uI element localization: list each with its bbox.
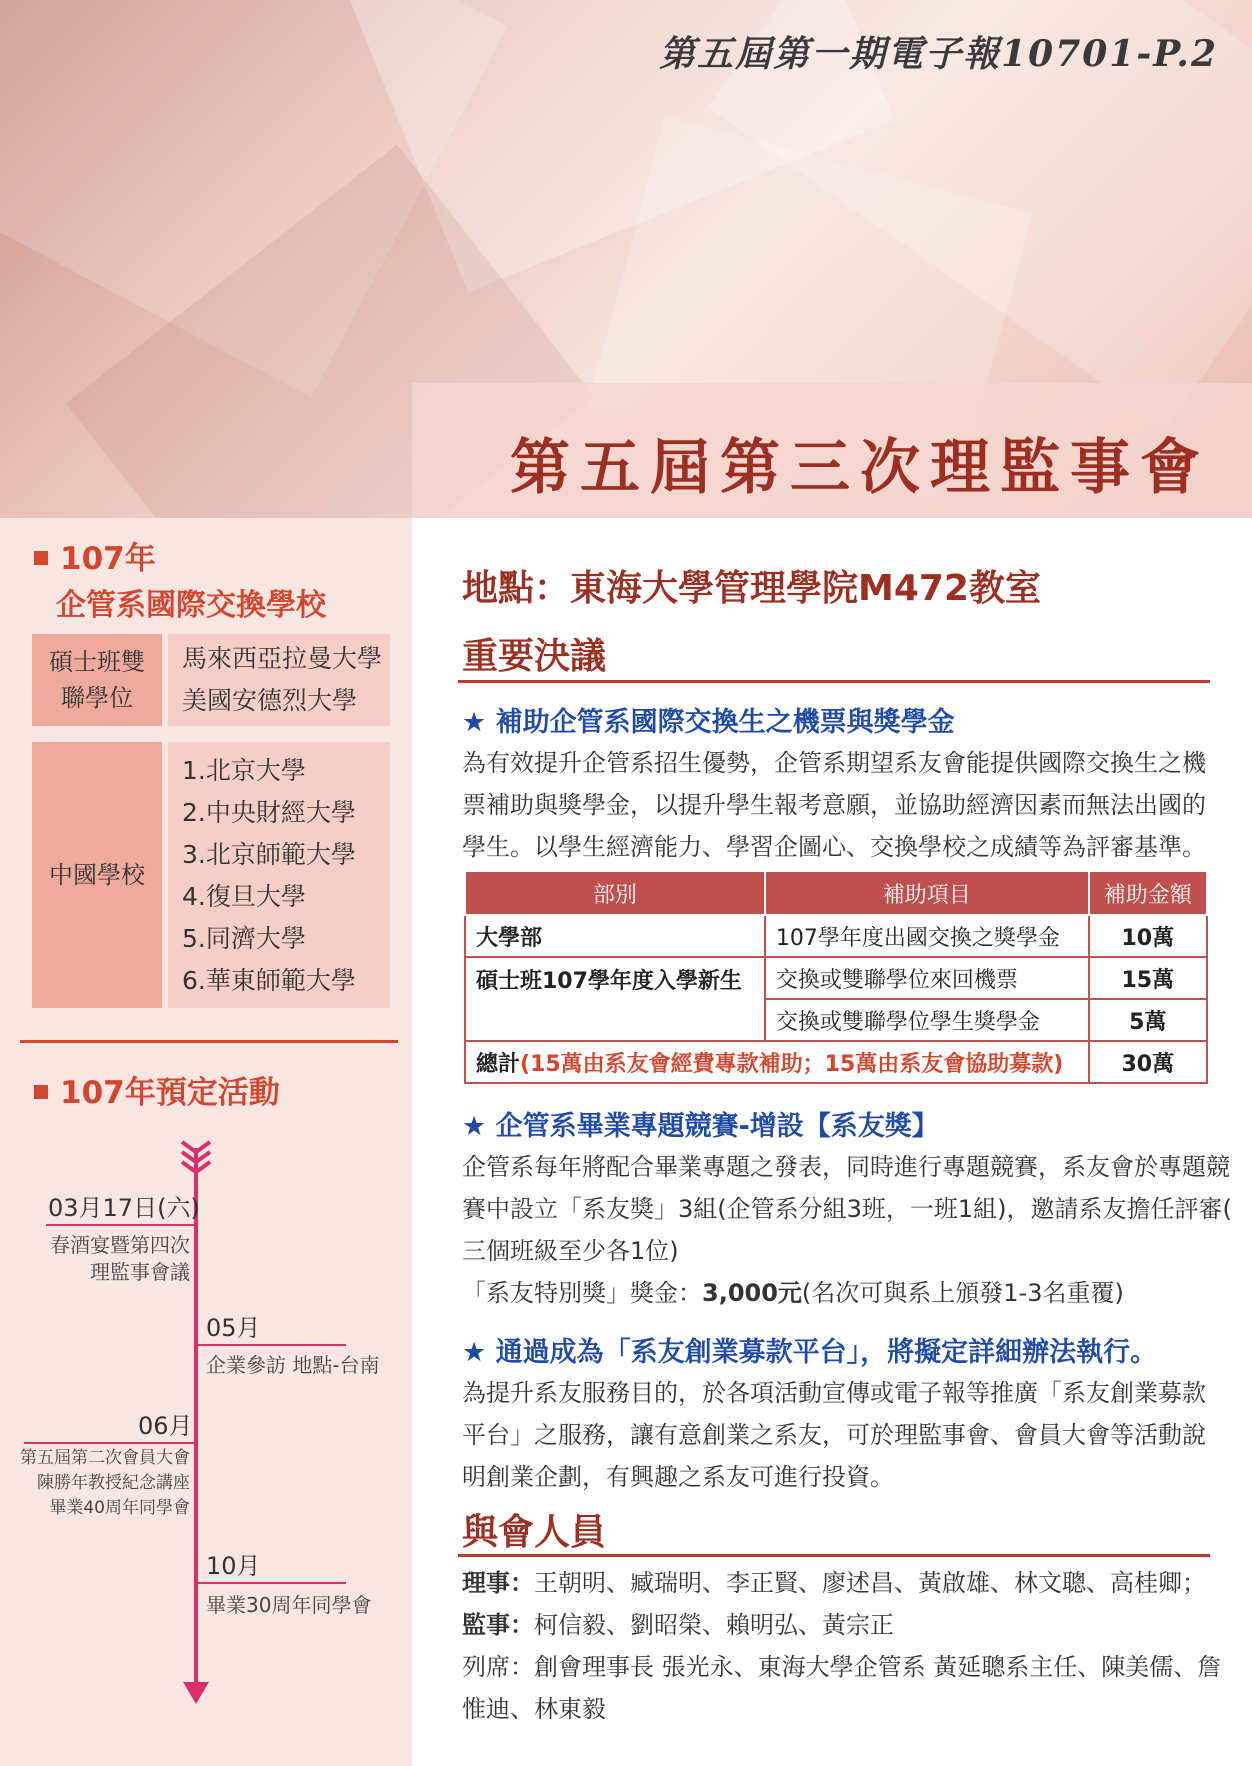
school-item: 4.復旦大學	[182, 882, 306, 911]
section-rule	[458, 1554, 1210, 1557]
event-description: 企業參訪 地點-台南	[206, 1353, 380, 1377]
table-header: 部別	[465, 871, 765, 915]
event-description: 畢業30周年同學會	[206, 1593, 372, 1617]
section-rule	[458, 680, 1210, 683]
school-item: 美國安德烈大學	[182, 686, 358, 715]
resolutions-heading: 重要決議	[462, 636, 607, 677]
timeline-feather-icon	[178, 1138, 214, 1174]
table-cell: 30萬	[1089, 1041, 1207, 1083]
plan-heading: 107年預定活動	[34, 1072, 280, 1114]
observers-line-2: 惟迪、林東毅	[462, 1695, 606, 1723]
square-bullet-icon	[34, 551, 48, 565]
table-cell: 交換或雙聯學位學生獎學金	[765, 999, 1089, 1041]
table-row	[465, 957, 1207, 999]
resolution-1-body: 為有效提升企管系招生優勢，企管系期望系友會能提供國際交換生之機 票補助與獎學金，以提升學生報考意願，並協助經濟因素而無法出國的 學生。以學生經濟能力、學習企圖心、交換學校之成績等為評審基準。	[462, 749, 1206, 861]
school-item: 5.同濟大學	[182, 924, 306, 953]
table-header: 補助項目	[765, 871, 1089, 915]
table-cell: 大學部	[465, 915, 765, 957]
supervisors-line: 監事：柯信毅、劉昭榮、賴明弘、黃宗正	[462, 1611, 894, 1639]
issue-label: 第五屆第一期電子報10701-P.2	[659, 33, 1218, 75]
dual-degree-label: 碩士班雙聯學位	[32, 634, 162, 726]
table-total-row	[465, 1041, 1207, 1083]
event-date: 06月	[138, 1412, 193, 1440]
subsidy-table	[464, 870, 1208, 1084]
dual-degree-schools	[168, 634, 390, 726]
event-date: 05月	[206, 1314, 261, 1342]
school-item: 6.華東師範大學	[182, 966, 356, 995]
observers-line: 列席：創會理事長 張光永、東海大學企管系 黃延聰系主任、陳美儒、詹	[462, 1653, 1222, 1681]
china-schools-label: 中國學校	[32, 742, 162, 1008]
table-cell: 107學年度出國交換之獎學金	[765, 915, 1089, 957]
table-cell: 總計(15萬由系友會經費專款補助；15萬由系友會協助募款)	[465, 1041, 1089, 1083]
event-underline	[46, 1224, 194, 1226]
resolution-2-title: ★ 企管系畢業專題競賽-增設【系友獎】	[462, 1111, 939, 1142]
table-header-row	[465, 871, 1207, 915]
table-cell: 交換或雙聯學位來回機票	[765, 957, 1089, 999]
table-cell: 15萬	[1089, 957, 1207, 999]
resolution-2-body: 企管系每年將配合畢業專題之發表，同時進行專題競賽，系友會於專題競 賽中設立「系友獎」3組(企管系分組3班，一班1組)，邀請系友擔任評審( 三個班級至少各1位) 「系友特別獎」獎金：3,000元(名次可與系上頒發1-3名重覆)	[462, 1146, 1242, 1314]
square-bullet-icon	[34, 1085, 48, 1099]
resolution-1-title: ★ 補助企管系國際交換生之機票與獎學金	[462, 707, 955, 738]
event-underline	[198, 1582, 346, 1584]
resolution-3-title: ★ 通過成為「系友創業募款平台」，將擬定詳細辦法執行。	[462, 1337, 1158, 1368]
table-cell: 10萬	[1089, 915, 1207, 957]
event-underline	[198, 1344, 346, 1346]
attendees-heading: 與會人員	[462, 1512, 607, 1553]
exchange-heading: 107年	[34, 538, 156, 580]
prize-line: 「系友特別獎」獎金：3,000元(名次可與系上頒發1-3名重覆)	[462, 1279, 1124, 1307]
resolution-3-body: 為提升系友服務目的，於各項活動宣傳或電子報等推廣「系友創業募款 平台」之服務，讓有意創業之系友，可於理監事會、會員大會等活動說 明創業企劃，有興趣之系友可進行投資。	[462, 1379, 1206, 1491]
table-header: 補助金額	[1089, 871, 1207, 915]
school-item: 1.北京大學	[182, 756, 306, 785]
table-cell: 5萬	[1089, 999, 1207, 1041]
china-schools-list	[168, 742, 390, 1008]
page-title: 第五屆第三次理監事會	[510, 433, 1210, 503]
timeline-line	[194, 1148, 198, 1686]
event-date: 03月17日(六)	[48, 1194, 200, 1222]
event-description: 春酒宴暨第四次 理監事會議	[50, 1233, 190, 1284]
table-row	[465, 915, 1207, 957]
meeting-location: 地點：東海大學管理學院M472教室	[462, 568, 1041, 609]
school-item: 2.中央財經大學	[182, 798, 356, 827]
directors-line: 理事：王朝明、臧瑞明、李正賢、廖述昌、黃啟雄、林文聰、高桂卿；	[462, 1569, 1206, 1597]
event-description: 第五屆第二次會員大會 陳勝年教授紀念講座 畢業40周年同學會	[20, 1448, 190, 1518]
school-item: 馬來西亞拉曼大學	[182, 644, 383, 673]
sidebar-divider	[20, 1040, 398, 1043]
school-item: 3.北京師範大學	[182, 840, 356, 869]
attendees-list	[462, 1562, 1242, 1730]
exchange-subheading: 企管系國際交換學校	[56, 588, 326, 623]
table-cell: 碩士班107學年度入學新生	[465, 957, 765, 1041]
event-underline	[24, 1442, 194, 1444]
timeline-arrow-icon	[183, 1682, 209, 1704]
event-date: 10月	[206, 1552, 261, 1580]
